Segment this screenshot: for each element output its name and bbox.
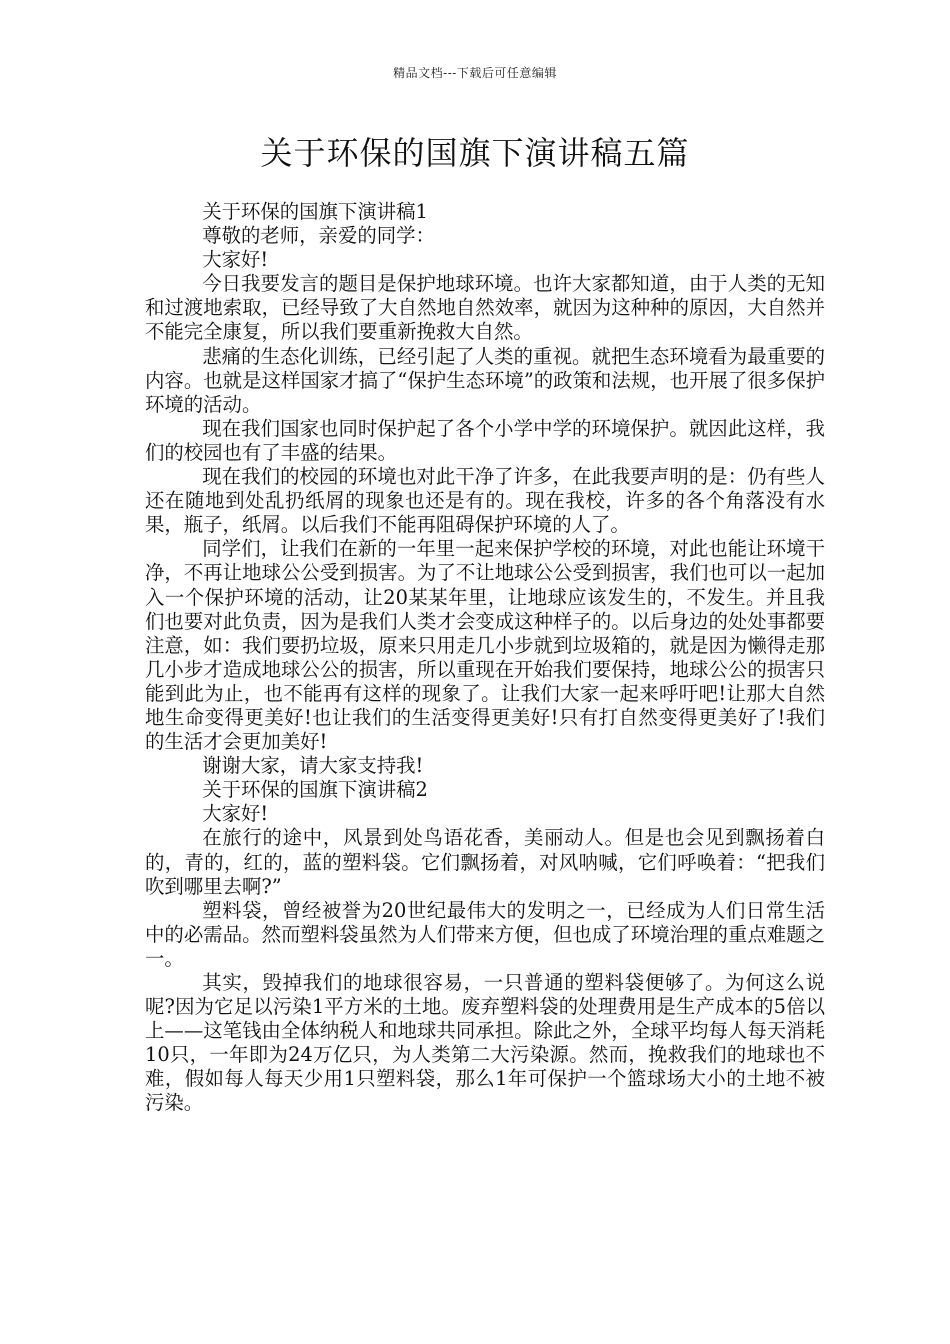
closing-line: 谢谢大家，请大家支持我!: [202, 754, 424, 778]
greeting: 大家好!: [202, 248, 269, 272]
body-paragraph: 现在我们的校园的环境也对此干净了许多，在此我要声明的是：仍有些人还在随地到处乱扔纸屑的现象也还是有的。现在我校，许多的各个角落没有水果，瓶子，纸屑。以后我们不能再阻碍保护环境的人了。: [145, 465, 825, 537]
body-paragraph: 其实，毁掉我们的地球很容易，一只普通的塑料袋便够了。为何这么说呢?因为它足以污染1平方米的土地。废弃塑料袋的处理费用是生产成本的5倍以上——这笔钱由全体纳税人和地球共同承担。除此之外，全球平均每人每天消耗10只，一年即为24万亿只，为人类第二大污染源。然而，挽救我们的地球也不难，假如每人每天少用1只塑料袋，那么1年可保护一个篮球场大小的土地不被污染。: [145, 971, 825, 1115]
body-paragraph: 今日我要发言的题目是保护地球环境。也许大家都知道，由于人类的无知和过渡地索取，已经导致了大自然地自然效率，就因为这种种的原因，大自然并不能完全康复，所以我们要重新挽救大自然。: [145, 272, 825, 344]
speech-heading-1: 关于环保的国旗下演讲稿1: [202, 200, 428, 223]
body-paragraph: 同学们，让我们在新的一年里一起来保护学校的环境，对此也能让环境干净，不再让地球公公受到损害。为了不让地球公公受到损害，我们也可以一起加入一个保护环境的活动，让20某某年里，让地球应该发生的，不发生。并且我们也要对此负责，因为是我们人类才会变成这种样子的。以后身边的处处事都要注意，如：我们要扔垃圾，原来只用走几小步就到垃圾箱的，就是因为懒得走那几小步才造成地球公公的损害，所以重现在开始我们要保持，地球公公的损害只能到此为止，也不能再有这样的现象了。让我们大家一起来呼吁吧!让那大自然地生命变得更美好!也让我们的生活变得更美好!只有打自然变得更美好了!我们的生活才会更加美好!: [145, 537, 825, 754]
body-paragraph: 现在我们国家也同时保护起了各个小学中学的环境保护。就因此这样，我们的校园也有了丰盛的结果。: [145, 416, 825, 464]
body-paragraph: 悲痛的生态化训练，已经引起了人类的重视。就把生态环境看为最重要的内容。也就是这样国家才搞了“保护生态环境”的政策和法规，也开展了很多保护环境的活动。: [145, 344, 825, 416]
body-paragraph: 在旅行的途中，风景到处鸟语花香，美丽动人。但是也会见到飘扬着白的，青的，红的，蓝的塑料袋。它们飘扬着，对风呐喊，它们呼唤着：“把我们吹到哪里去啊?”: [145, 826, 825, 898]
document-title: 关于环保的国旗下演讲稿五篇: [260, 134, 690, 172]
greeting: 大家好!: [202, 802, 269, 826]
speech-heading-2: 关于环保的国旗下演讲稿2: [202, 778, 428, 802]
document-body: [145, 200, 825, 1116]
body-paragraph: 塑料袋，曾经被誉为20世纪最伟大的发明之一，已经成为人们日常生活中的必需品。然而塑料袋虽然为人们带来方便，但也成了环境治理的重点难题之一。: [145, 898, 825, 970]
salutation: 尊敬的老师，亲爱的同学：: [202, 224, 435, 248]
header-note: 精品文档---下载后可任意编辑: [393, 66, 557, 80]
